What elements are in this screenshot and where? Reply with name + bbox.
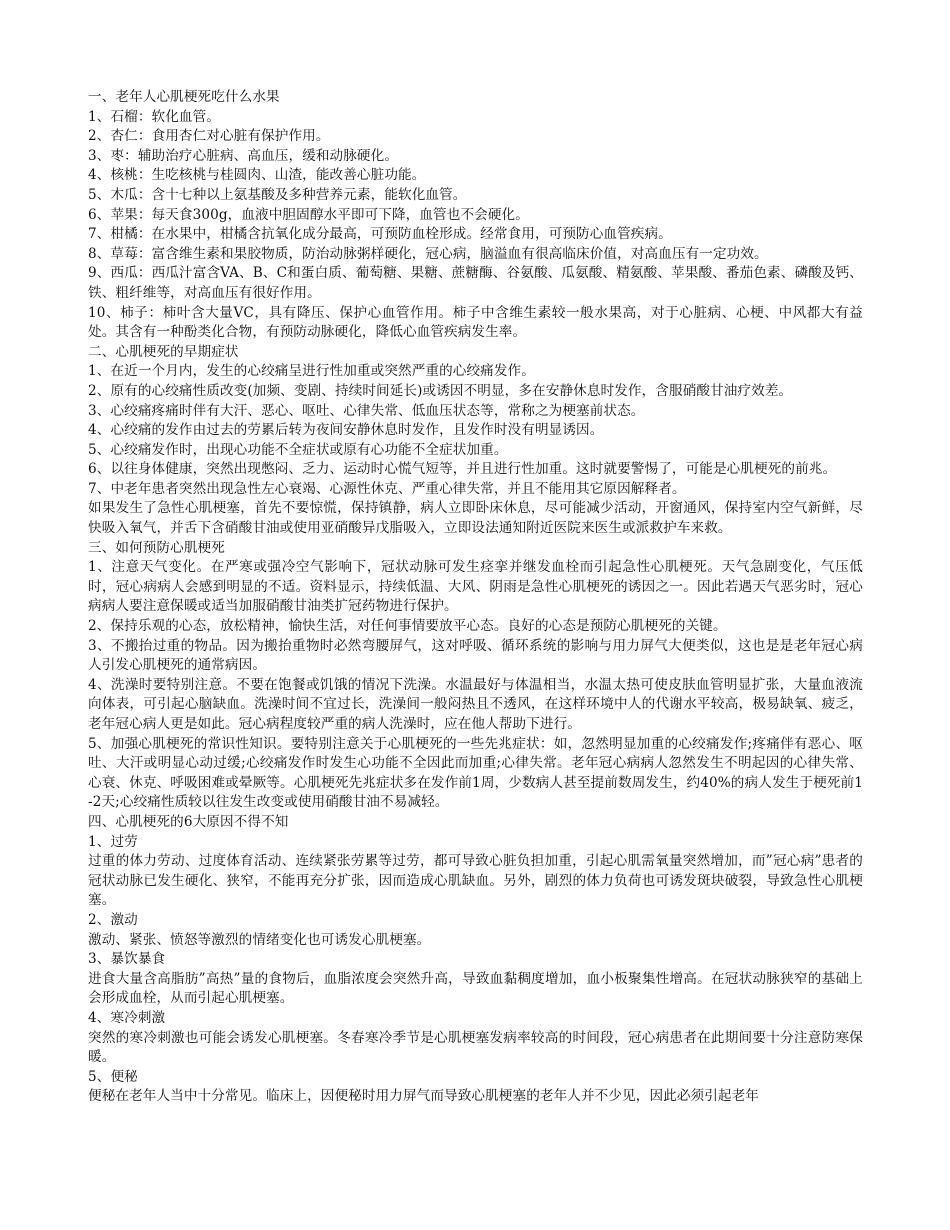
section-heading: 一、老年人心肌梗死吃什么水果 — [88, 89, 280, 105]
body-paragraph: 过重的体力劳动、过度体育活动、连续紧张劳累等过劳，都可导致心脏负担加重，引起心肌需氧量突然增加，而”冠心病”患者的冠状动脉已发生硬化、狭窄，不能再充分扩张，因而造成心肌缺血。另外，剧烈的体力负荷也可诱发斑块破裂，导致急性心肌梗塞。 — [88, 853, 863, 909]
list-item: 3、心绞痛疼痛时伴有大汗、恶心、呕吐、心律失常、低血压状态等，常称之为梗塞前状态。 — [88, 402, 645, 419]
list-item: 2、杏仁：食用杏仁对心脏有保护作用。 — [88, 128, 330, 145]
document-body — [88, 88, 863, 1107]
section-heading: 二、心肌梗死的早期症状 — [88, 343, 239, 360]
list-item: 9、西瓜：西瓜汁富含VA、B、C和蛋白质、葡萄糖、果糖、蔗糖酶、谷氨酸、瓜氨酸、精氨酸、苹果酸、番茄色素、磷酸及钙、铁、粗纤维等，对高血压有很好作用。 — [88, 265, 863, 301]
section-heading: 四、心肌梗死的6大原因不得不知 — [88, 813, 289, 830]
body-paragraph: 便秘在老年人当中十分常见。临床上，因便秘时用力屏气而导致心肌梗塞的老年人并不少见，因此必须引起老年 — [88, 1088, 759, 1105]
list-item: 5、加强心肌梗死的常识性知识。要特别注意关于心肌梗死的一些先兆症状：如，忽然明显加重的心绞痛发作;疼痛伴有恶心、呕吐、大汗或明显心动过缓;心绞痛发作时发生心功能不全因此而加重;心律失常。老年冠心病病人忽然发生不明起因的心律失常、心衰、休克、呼吸困难或晕厥等。心肌梗死先兆症状多在发作前1周，少数病人甚至提前数周发生，约40%的病人发生于梗死前1-2天;心绞痛性质较以往发生改变或使用硝酸甘油不易减轻。 — [88, 735, 863, 811]
subsection-heading: 5、便秘 — [88, 1068, 138, 1085]
body-paragraph: 如果发生了急性心肌梗塞，首先不要惊慌，保持镇静，病人立即卧床休息，尽可能减少活动，开窗通风，保持室内空气新鲜，尽快吸入氧气，并舌下含硝酸甘油或使用亚硝酸异戊脂吸入，立即设法通知附近医院来医生或派救护车来救。 — [88, 500, 863, 537]
subsection-heading: 2、激动 — [88, 911, 138, 928]
list-item: 5、木瓜：含十七种以上氨基酸及多种营养元素，能软化血管。 — [88, 186, 467, 203]
list-item: 10、柿子：柿叶含大量VC，具有降压、保护心血管作用。柿子中含维生素较一般水果高，对于心脏病、心梗、中风都大有益处。其含有一种酚类化合物，有预防动脉硬化，降低心血管疾病发生率。 — [88, 304, 863, 341]
list-item: 4、洗澡时要特别注意。不要在饱餐或饥饿的情况下洗澡。水温最好与体温相当，水温太热可使皮肤血管明显扩张，大量血液流向体表，可引起心脑缺血。洗澡时间不宜过长，洗澡间一般闷热且不透风，在这样环境中人的代谢水平较高，极易缺氧、疲乏，老年冠心病人更是如此。冠心病程度较严重的病人洗澡时，应在他人帮助下进行。 — [88, 676, 863, 732]
section-heading: 三、如何预防心肌梗死 — [88, 539, 225, 556]
list-item: 1、在近一个月内，发生的心绞痛呈进行性加重或突然严重的心绞痛发作。 — [88, 363, 535, 380]
subsection-heading: 4、寒冷刺激 — [88, 1009, 166, 1026]
list-item: 4、核桃：生吃核桃与桂圆肉、山渣，能改善心脏功能。 — [88, 167, 426, 184]
list-item: 4、心绞痛的发作由过去的劳累后转为夜间安静休息时发作，且发作时没有明显诱因。 — [88, 422, 604, 439]
list-item: 7、中老年患者突然出现急性左心衰竭、心源性休克、严重心律失常，并且不能用其它原因解释者。 — [88, 480, 686, 497]
list-item: 2、原有的心绞痛性质改变(加频、变剧、持续时间延长)或诱因不明显，多在安静休息时发作，含服硝酸甘油疗效差。 — [88, 382, 793, 399]
list-item: 6、苹果：每天食300g，血液中胆固醇水平即可下降，血管也不会硬化。 — [88, 206, 529, 223]
body-paragraph: 激动、紧张、愤怒等激烈的情绪变化也可诱发心肌梗塞。 — [88, 931, 431, 948]
list-item: 2、保持乐观的心态，放松精神，愉快生活，对任何事情要放平心态。良好的心态是预防心肌梗死的关键。 — [88, 618, 727, 635]
list-item: 1、注意天气变化。在严寒或强冷空气影响下，冠状动脉可发生痉挛并继发血栓而引起急性心肌梗死。天气急剧变化，气压低时，冠心病病人会感到明显的不适。资料显示，持续低温、大风、阴雨是急性心肌梗死的诱因之一。因此若遇天气恶劣时，冠心病病人要注意保暖或适当加服硝酸甘油类扩冠药物进行保护。 — [88, 559, 863, 615]
subsection-heading: 3、暴饮暴食 — [88, 951, 166, 968]
body-paragraph: 突然的寒冷刺激也可能会诱发心肌梗塞。冬春寒冷季节是心肌梗塞发病率较高的时间段，冠心病患者在此期间要十分注意防寒保暖。 — [88, 1029, 863, 1066]
list-item: 1、石榴：软化血管。 — [88, 108, 220, 125]
list-item: 5、心绞痛发作时，出现心功能不全症状或原有心功能不全症状加重。 — [88, 441, 508, 458]
list-item: 3、不搬抬过重的物品。因为搬抬重物时必然弯腰屏气，这对呼吸、循环系统的影响与用力屏气大便类似，这也是是老年冠心病人引发心肌梗死的通常病因。 — [88, 637, 863, 674]
subsection-heading: 1、过劳 — [88, 833, 138, 850]
list-item: 7、柑橘：在水果中，柑橘含抗氧化成分最高，可预防血栓形成。经常食用，可预防心血管疾病。 — [88, 226, 672, 243]
list-item: 6、以往身体健康，突然出现憋闷、乏力、运动时心慌气短等，并且进行性加重。这时就要警惕了，可能是心肌梗死的前兆。 — [88, 461, 837, 478]
list-item: 8、草莓：富含维生素和果胶物质，防治动脉粥样硬化，冠心病，脑溢血有很高临床价值，对高血压有一定功效。 — [88, 245, 768, 262]
list-item: 3、枣：辅助治疗心脏病、高血压，缓和动脉硬化。 — [88, 147, 399, 164]
body-paragraph: 进食大量含高脂肪”高热”量的食物后，血脂浓度会突然升高，导致血黏稠度增加，血小板聚集性增高。在冠状动脉狭窄的基础上会形成血栓，从而引起心肌梗塞。 — [88, 970, 863, 1007]
